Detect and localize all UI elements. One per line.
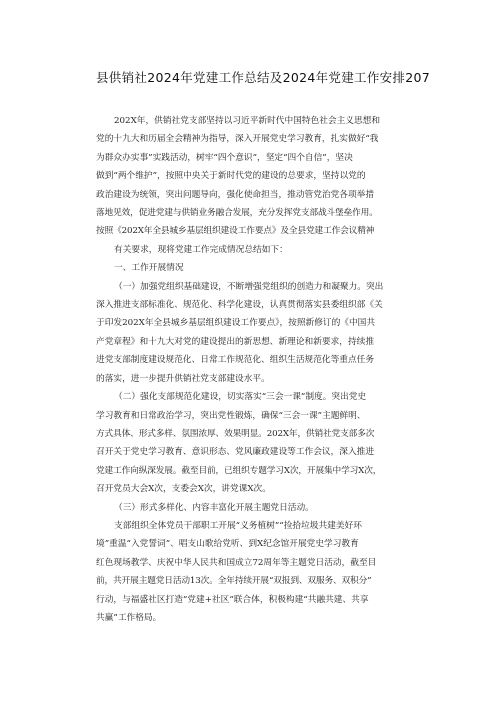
document-title: 县供销社2024年党建工作总结及2024年党建工作安排207 [96,70,430,85]
paragraph-line: 共赢”工作格局。 [96,612,162,623]
section-heading: 一、工作开展情况 [114,263,184,274]
paragraph-line: 党建工作向纵深发展。截至目前，已组织专题学习X次，开展集中学习X次， [96,465,382,476]
paragraph-line: 为群众办实事”实践活动，树牢“四个意识”，坚定“四个自信”，坚决 [96,152,353,163]
paragraph-line: 前，共开展主题党日活动13次。全年持续开展“双报到、双服务、双积分” [96,576,372,587]
subsection-heading: （三）形式多样化、内容丰富化开展主题党日活动。 [114,502,314,513]
paragraph-line: 召开关于党史学习教育、意识形态、党风廉政建设等工作会议，深入推进 [96,447,374,458]
paragraph-line: 202X年，供销社党支部坚持以习近平新时代中国特色社会主义思想和 [114,116,381,126]
paragraph-line: 深入推进支部标准化、规范化、科学化建设，认真贯彻落实县委组织部《关 [96,300,383,311]
paragraph-line: 落地见效，促进党建与供销业务融合发展，充分发挥党支部战斗堡垒作用。 [96,208,378,219]
paragraph-line: 党的十九大和历届全会精神为指导，深入开展党史学习教育，扎实做好“我 [96,134,379,145]
paragraph-line: 产党章程》和十九大对党的建设提出的新思想、新理论和新要求，持续推 [96,336,374,347]
paragraph-line: 于印发202X年全县城乡基层组织建设工作要点》，按照新修订的《中国共 [96,318,376,329]
paragraph-line: 境”重温“入党誓词”、唱支山歌给党听、到X纪念馆开展党史学习教育 [96,539,359,550]
paragraph-line: 学习教育和日常政治学习，突出党性锻炼，确保“三会一课”主题鲜明、 [96,410,366,421]
paragraph-line: 按照《202X年全县城乡基层组织建设工作要点》及全县党建工作会议精神 [96,226,375,237]
paragraph-line: 支部组织全体党员干部职工开展“义务植树”“捡拾垃圾共建美好环 [114,520,362,531]
paragraph-line: 方式具体、形式多样、氛围浓厚、效果明显。202X年，供销社党支部多次 [96,428,375,439]
paragraph-line: 的落实，进一步提升供销社党支部建设水平。 [96,373,270,384]
paragraph-line: 行动，与福盛社区打造“党建+社区”联合体，积极构建“共融共建、共享 [96,594,369,605]
subsection-heading: （一）加强党组织基础建设，不断增强党组织的创造力和凝聚力。突出 [114,281,384,292]
paragraph-line: 红色现场教学、庆祝中华人民共和国成立72周年等主题党日活动，截至目 [96,557,377,568]
subsection-heading: （二）强化支部规范化建设，切实落实“三会一课”制度。突出党史 [114,392,367,403]
paragraph-line: 政治建设为统领，突出问题导向，强化使命担当，推动管党治党各项举措 [96,189,374,200]
paragraph-line: 召开党员大会X次，支委会X次，讲党课X次。 [96,484,271,495]
paragraph-line: 进党支部制度建设规范化、日常工作规范化、组织生活规范化等重点任务 [96,355,374,366]
document-body [96,112,446,627]
paragraph-line: 做到“两个维护”，按照中央关于新时代党的建设的总要求，坚持以党的 [96,171,366,182]
paragraph-line: 有关要求，现将党建工作完成情况总结如下： [114,244,288,255]
